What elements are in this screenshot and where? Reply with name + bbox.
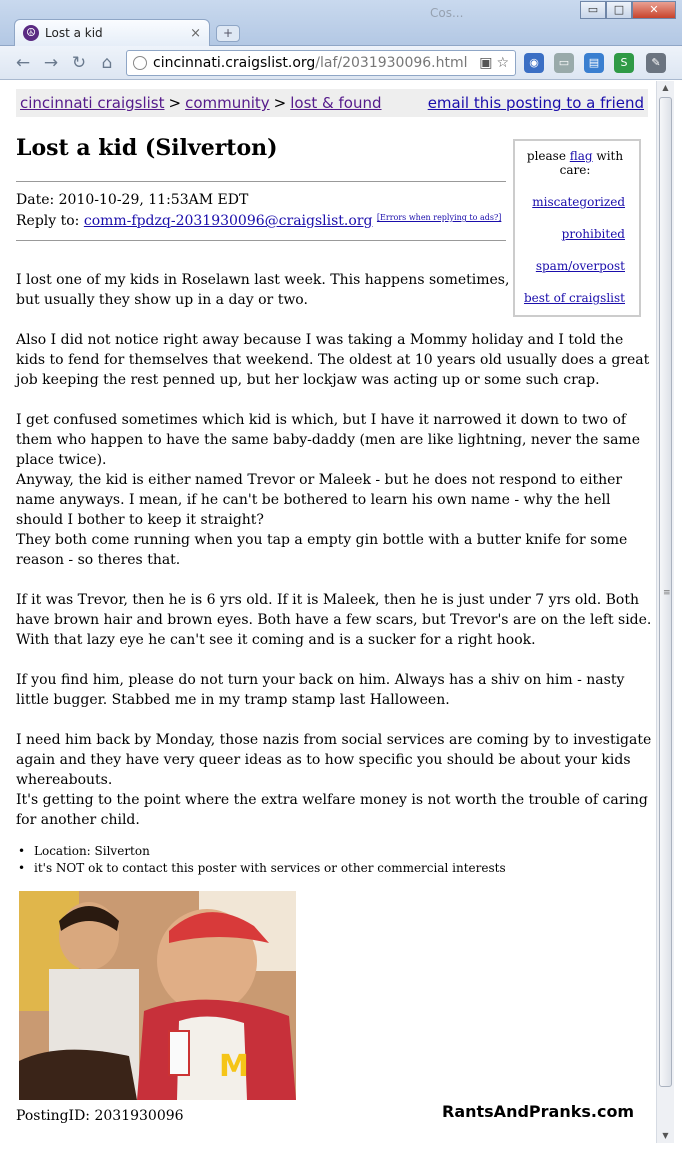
divider: [16, 240, 506, 241]
stumbleupon-icon[interactable]: S: [614, 53, 634, 73]
breadcrumb: [16, 89, 648, 117]
breadcrumb-subcategory-link[interactable]: lost & found: [290, 94, 382, 112]
vertical-scrollbar[interactable]: [656, 81, 674, 1143]
extension-chrome-icon[interactable]: ◉: [524, 53, 544, 73]
window-controls: [580, 1, 676, 19]
bookmark-star-icon[interactable]: ☆: [496, 55, 509, 71]
flag-best-of-link[interactable]: best of craigslist: [523, 291, 625, 305]
globe-icon: [133, 56, 147, 70]
divider: [16, 181, 506, 182]
body-paragraph: They both come running when you tap a empty gin bottle with a butter knife for some reason - so theres that.: [16, 532, 628, 568]
body-paragraph: If you find him, please do not turn your back on him. Always has a shiv on him - nasty little bugger. Stabbed me in my tramp stamp last Halloween.: [16, 672, 625, 708]
no-contact-notice: • it's NOT ok to contact this poster with services or other commercial interests: [16, 860, 506, 877]
breadcrumb-site-link[interactable]: cincinnati craigslist: [20, 94, 165, 112]
tab-active[interactable]: [14, 19, 210, 46]
omnibox-actions: [479, 55, 515, 71]
flag-spam-link[interactable]: spam/overpost: [535, 259, 625, 273]
email-posting-link[interactable]: email this posting to a friend: [427, 94, 644, 112]
posting-id: PostingID: 2031930096: [16, 1108, 184, 1124]
location-item: • Location: Silverton: [16, 843, 506, 860]
svg-text:M: M: [219, 1049, 249, 1084]
url-host: cincinnati.craigslist.org: [153, 55, 316, 71]
reload-icon[interactable]: ↻: [71, 53, 87, 73]
close-window-button[interactable]: ✕: [632, 1, 676, 19]
scroll-down-arrow-icon[interactable]: ▼: [662, 1131, 669, 1140]
scroll-thumb[interactable]: [659, 97, 672, 1087]
reply-email-link[interactable]: comm-fpdzq-2031930096@craigslist.org: [83, 213, 373, 229]
body-paragraph: It's getting to the point where the extra welfare money is not worth the trouble of caring for another child.: [16, 792, 648, 828]
page-viewport: [8, 81, 656, 1143]
body-paragraph: Also I did not notice right away because I was taking a Mommy holiday and I told the kids to fend for themselves that weekend. The oldest at 10 years old usually does a great job keeping the rest penned up, but her lockjaw was acting up or some such crap.: [16, 332, 650, 388]
posting-attributes: [16, 843, 506, 877]
body-paragraph: Anyway, the kid is either named Trevor or Maleek - but he does not respond to either name anyways. I mean, if he can't be bothered to learn his own name - why the hell should I bother to keep it straight?: [16, 472, 623, 528]
scroll-up-arrow-icon[interactable]: ▲: [662, 83, 669, 92]
flag-prohibited-link[interactable]: prohibited: [561, 227, 625, 241]
posting-photo: [19, 891, 296, 1100]
body-paragraph: I get confused sometimes which kid is which, but I have it narrowed it down to two of them who happen to have the same baby-daddy (men are like lightning, never the same place twice).: [16, 412, 640, 468]
flag-prefix: please: [526, 149, 570, 163]
wrench-icon[interactable]: ✎: [646, 53, 666, 73]
background-tab[interactable]: [430, 6, 570, 26]
flag-miscategorized-link[interactable]: miscategorized: [532, 195, 625, 209]
breadcrumb-separator: >: [168, 94, 182, 112]
flag-suffix: with care:: [559, 149, 624, 177]
back-arrow-icon[interactable]: ←: [15, 53, 31, 73]
body-paragraph: I lost one of my kids in Roselawn last week. This happens sometimes, but usually they show up in a day or two.: [16, 272, 510, 308]
flag-link[interactable]: flag: [569, 149, 593, 163]
background-tab-title: Cos...: [430, 6, 464, 20]
watermark: RantsAndPranks.com: [442, 1102, 635, 1121]
peace-sign-icon: ☮: [23, 25, 39, 41]
close-tab-icon[interactable]: ×: [190, 25, 201, 41]
reply-to-label: Reply to:: [16, 213, 84, 229]
flag-box: [513, 139, 641, 317]
body-paragraph: If it was Trevor, then he is 6 yrs old. If it is Maleek, then he is just under 7 yrs old. Both have brown hair and brown eyes. Both have a few scars, but Trevor's are on the left side. With that lazy eye he can't see it coming and is a sucker for a right hook.: [16, 592, 652, 648]
new-tab-button[interactable]: +: [216, 25, 240, 42]
posting-date: Date: 2010-10-29, 11:53AM EDT: [16, 192, 249, 208]
home-icon[interactable]: ⌂: [101, 53, 113, 73]
grip-icon: ≡: [663, 588, 671, 598]
browser-toolbar: [0, 46, 682, 80]
page-action-icon[interactable]: ▣: [479, 55, 493, 71]
posting-title: Lost a kid (Silverton): [16, 135, 278, 161]
body-paragraph: I need him back by Monday, those nazis from social services are coming by to investigate again and they have very queer ideas as to how specific you should be about your kids whereabouts.: [16, 732, 652, 788]
extension-drive-icon[interactable]: ▭: [554, 53, 574, 73]
minimize-button[interactable]: ▭: [580, 1, 606, 19]
breadcrumb-separator: >: [273, 94, 287, 112]
reply-to-line: [16, 213, 501, 229]
tab-title: Lost a kid: [45, 26, 103, 40]
maximize-button[interactable]: □: [606, 1, 632, 19]
browser-titlebar: [0, 0, 682, 46]
forward-arrow-icon[interactable]: →: [43, 53, 59, 73]
reply-errors-link[interactable]: [Errors when replying to ads?]: [376, 213, 502, 222]
breadcrumb-category-link[interactable]: community: [185, 94, 270, 112]
extension-clip-icon[interactable]: ▤: [584, 53, 604, 73]
url-path: /laf/2031930096.html: [315, 55, 468, 71]
address-bar[interactable]: [126, 50, 516, 76]
flag-box-header: [515, 149, 635, 177]
